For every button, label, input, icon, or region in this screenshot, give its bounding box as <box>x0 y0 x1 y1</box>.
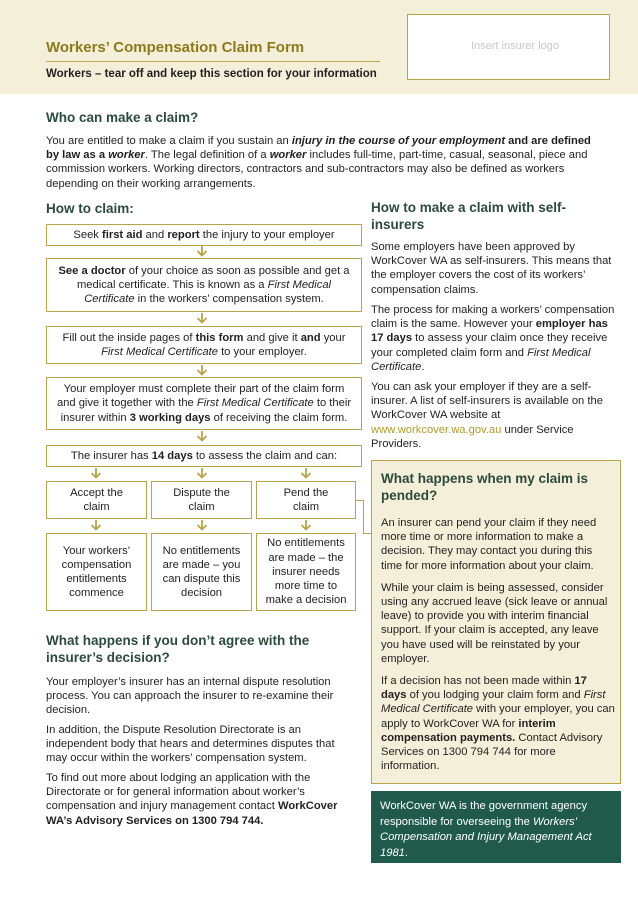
pended-paragraph-1: An insurer can pend your claim if they need more time or more information to make a decision. They may contact you during this time for more information about your claim. <box>381 517 597 572</box>
form-title: Workers’ Compensation Claim Form <box>46 39 305 56</box>
pended-paragraph-2: While your claim is being assessed, consider using any accrued leave (sick leave or annual leave) to provide you with interim financial support. If your claim is accepted, any leave you have used will be reinstated by your employer. <box>381 581 608 665</box>
logo-placeholder-text: Insert insurer logo <box>470 40 560 52</box>
pended-info-box <box>371 460 621 784</box>
flow-step-doctor: See a doctor of your choice as soon as possible and get a medical certificate. This is known as a First Medical Certificate in the workers’ compensation system. <box>46 258 362 312</box>
howto-heading: How to claim: <box>46 201 134 216</box>
pended-paragraph-3: If a decision has not been made within 17 days of you lodging your claim form and First Medical Certificate with your employer, you can apply to WorkCover WA for interim compensation payments. Contact Advisory Services on 1300 794 744 for more information. <box>381 675 615 773</box>
chevron-down-icon <box>300 468 312 480</box>
who-paragraph: You are entitled to make a claim if you sustain an injury in the course of your employment and are defined by law as a worker. The legal definition of a worker includes full-time, part-time, casual, seasonal, piece and commission workers. Working directors, contractors and sub-contractors may also be defined as workers depending on their working arrangements. <box>46 135 591 190</box>
disagree-paragraph-1: Your employer’s insurer has an internal dispute resolution process. You can approach the insurer to re-examine their decision. <box>46 676 334 717</box>
chevron-down-icon <box>300 520 312 532</box>
disagree-heading: What happens if you don’t agree with the insurer’s decision? <box>46 633 310 665</box>
flow-outcome-dispute: No entitlements are made – you can dispute this decision <box>151 533 252 611</box>
workcover-agency-box: WorkCover WA is the government agency responsible for overseeing the Workers’ Compensation and Injury Management Act 1981. <box>371 791 621 863</box>
header-divider <box>46 61 380 62</box>
disagree-paragraph-3: To find out more about lodging an application with the Directorate or for general information about worker’s compensation and injury management contact WorkCover WA’s Advisory Services on 1300 794 744. <box>46 772 338 827</box>
flow-step-fill-form: Fill out the inside pages of this form and give it and your First Medical Certificate to your employer. <box>46 326 362 364</box>
chevron-down-icon <box>196 313 208 325</box>
pend-connector-h2 <box>363 533 371 534</box>
selfinsurers-heading: How to make a claim with self-insurers <box>371 200 567 232</box>
selfinsurers-paragraph-1: Some employers have been approved by WorkCover WA as self-insurers. This means that the employer covers the cost of its workers’ compensation claims. <box>371 241 612 296</box>
flow-step-insurer: The insurer has 14 days to assess the claim and can: <box>46 445 362 467</box>
insurer-logo-box <box>407 14 610 80</box>
chevron-down-icon <box>90 520 102 532</box>
pend-connector-v <box>363 500 364 534</box>
chevron-down-icon <box>196 431 208 443</box>
disagree-paragraph-2: In addition, the Dispute Resolution Directorate is an independent body that hears and determines disputes that may occur within the workers’ compensation system. <box>46 724 335 765</box>
selfinsurers-paragraph-3: You can ask your employer if they are a self-insurer. A list of self-insurers is available on the WorkCover WA website at www.workcover.wa.gov.au under Service Providers. <box>371 381 603 450</box>
who-heading: Who can make a claim? <box>46 110 199 125</box>
flow-option-dispute: Dispute the claim <box>151 481 252 519</box>
flow-step-employer: Your employer must complete their part of the claim form and give it together with the First Medical Certificate to their insurer within 3 working days of receiving the claim form. <box>46 377 362 430</box>
flow-step-first-aid: Seek first aid and report the injury to your employer <box>46 224 362 246</box>
pended-heading: What happens when my claim is pended? <box>381 471 589 503</box>
chevron-down-icon <box>90 468 102 480</box>
flow-option-accept: Accept the claim <box>46 481 147 519</box>
selfinsurers-paragraph-2: The process for making a workers’ compensation claim is the same. However your employer has 17 days to assess your claim once they receive your completed claim form and First Medical Certificate. <box>371 304 615 373</box>
chevron-down-icon <box>196 365 208 377</box>
workcover-website-link[interactable]: www.workcover.wa.gov.au <box>371 423 502 436</box>
form-subtitle: Workers – tear off and keep this section for your information <box>46 68 377 80</box>
chevron-down-icon <box>196 520 208 532</box>
flow-outcome-accept: Your workers’ compensation entitlements commence <box>46 533 147 611</box>
chevron-down-icon <box>196 246 208 258</box>
chevron-down-icon <box>196 468 208 480</box>
flow-outcome-pend: No entitlements are made – the insurer needs more time to make a decision <box>256 533 356 611</box>
flow-option-pend: Pend the claim <box>256 481 356 519</box>
